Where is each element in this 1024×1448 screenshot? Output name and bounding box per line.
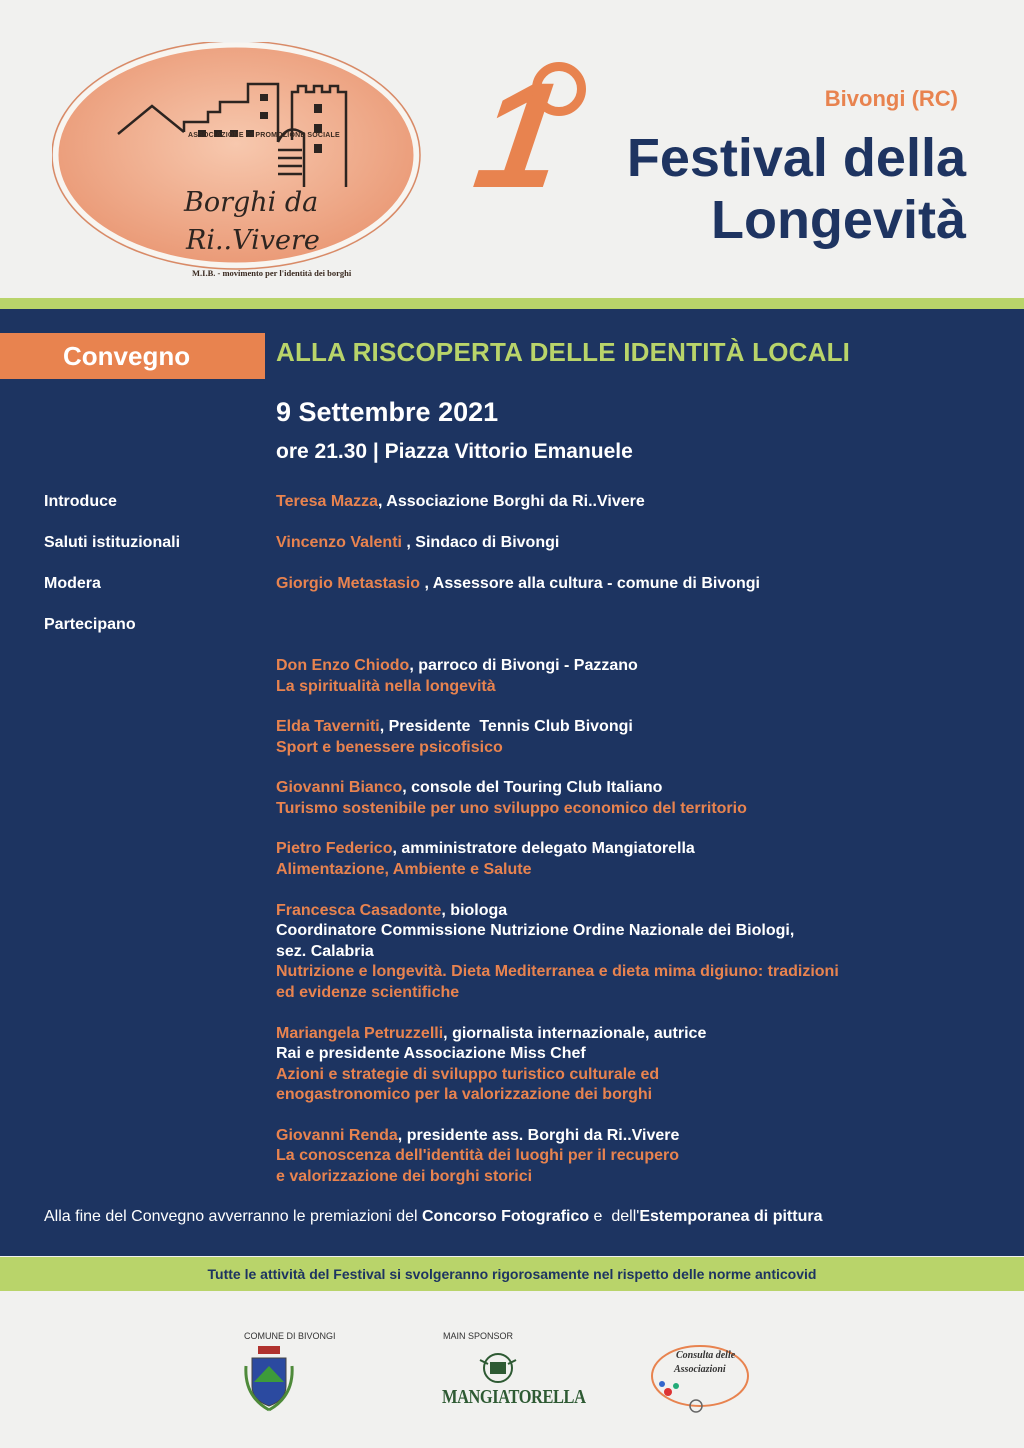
main-sponsor-label: MAIN SPONSOR [443, 1331, 514, 1341]
closing-note [44, 1208, 822, 1226]
main-sponsor-name: MANGIATORELLA [442, 1386, 586, 1408]
event-time-place: ore 21.30 | Piazza Vittorio Emanuele [276, 440, 633, 463]
speaker-6-role-line2: Rai e presidente Associazione Miss Chef [276, 1045, 586, 1062]
festival-title-line2: Longevità [710, 190, 966, 250]
saluti-name: Vincenzo Valenti [276, 534, 402, 551]
speaker-5-role-line3: sez. Calabria [276, 943, 374, 960]
speaker-2-topic: Sport e benessere psicofisico [276, 739, 503, 756]
speaker-6-topic: Azioni e strategie di sviluppo turistico culturale ed [276, 1066, 660, 1083]
ordinal-indicator-icon [532, 62, 586, 116]
role-modera-line [276, 575, 760, 593]
speaker-name: Giovanni Renda [276, 1127, 398, 1144]
speaker-7-topic-line2: e valorizzazione dei borghi storici [276, 1168, 533, 1185]
association-logo [52, 42, 422, 278]
speaker-role: , parroco di Bivongi - Pazzano [409, 657, 638, 674]
mangiatorella-emblem-icon [478, 1350, 518, 1386]
logo-name-line2: Ri..Vivere [186, 225, 320, 256]
speaker-7-topic: La conoscenza dell'identità dei luoghi per il recupero [276, 1147, 679, 1164]
role-saluti-line [276, 534, 559, 552]
top-divider-band [0, 298, 1024, 309]
role-modera-label: Modera [44, 575, 101, 592]
speaker-role: , amministratore delegato Mangiatorella [392, 840, 695, 857]
event-subtitle: ALLA RISCOPERTA DELLE IDENTITÀ LOCALI [276, 337, 851, 367]
speaker-name: Elda Taverniti [276, 718, 380, 735]
speaker-1-topic: La spiritualità nella longevità [276, 678, 496, 695]
program-panel [0, 309, 1024, 1256]
speaker-5-role-line2: Coordinatore Commissione Nutrizione Ordine Nazionale dei Biologi, [276, 922, 795, 939]
moderator-name: Giorgio Metastasio [276, 575, 421, 592]
saluti-detail: , Sindaco di Bivongi [401, 534, 560, 551]
closing-middle: e dell' [589, 1208, 640, 1225]
speaker-3-line [276, 779, 662, 797]
convegno-tag: Convegno [0, 333, 265, 379]
logo-name-line1: Borghi da [184, 187, 319, 218]
speaker-name: Mariangela Petruzzelli [276, 1025, 444, 1042]
role-introduce-label: Introduce [44, 493, 117, 510]
speaker-3-topic: Turismo sostenibile per uno sviluppo economico del territorio [276, 800, 747, 817]
introducer-detail: , Associazione Borghi da Ri..Vivere [377, 493, 645, 510]
speaker-5-line [276, 902, 507, 920]
speaker-7-line [276, 1127, 679, 1145]
introducer-name: Teresa Mazza [276, 493, 378, 510]
festival-title-line1: Festival della [626, 128, 966, 188]
speaker-role: , presidente ass. Borghi da Ri..Vivere [397, 1127, 680, 1144]
speaker-name: Pietro Federico [276, 840, 393, 857]
role-introduce-line [276, 493, 645, 511]
speaker-role: , biologa [441, 902, 508, 919]
edition-number [466, 51, 588, 220]
speaker-name: Francesca Casadonte [276, 902, 442, 919]
closing-photo-contest: Concorso Fotografico [422, 1208, 590, 1225]
event-date: 9 Settembre 2021 [276, 397, 499, 427]
speaker-5-topic-line2: ed evidenze scientifiche [276, 984, 460, 1001]
comune-crest-icon [244, 1346, 294, 1412]
speaker-1-line [276, 657, 638, 675]
role-partecipano-label: Partecipano [44, 616, 136, 633]
speaker-role: , giornalista internazionale, autrice [443, 1025, 707, 1042]
location-label: Bivongi (RC) [824, 86, 958, 111]
comune-label: COMUNE DI BIVONGI [244, 1331, 336, 1341]
logo-small-text: ASSOCIAZIONE DI PROMOZIONE SOCIALE [188, 132, 340, 139]
speaker-2-line [276, 718, 633, 736]
consulta-line2: Associazioni [674, 1364, 726, 1375]
speaker-name: Don Enzo Chiodo [276, 657, 410, 674]
moderator-detail: , Assessore alla cultura - comune di Bivongi [420, 575, 760, 592]
speaker-role: , Presidente Tennis Club Bivongi [379, 718, 633, 735]
closing-prefix: Alla fine del Convegno avverranno le premiazioni del [44, 1208, 422, 1225]
speaker-6-line [276, 1025, 706, 1043]
speaker-5-topic: Nutrizione e longevità. Dieta Mediterranea e dieta mima digiuno: tradizioni [276, 963, 839, 980]
anticovid-notice: Tutte le attività del Festival si svolgeranno rigorosamente nel rispetto delle norme anticovid [0, 1257, 1024, 1291]
speaker-role: , console del Touring Club Italiano [402, 779, 663, 796]
consulta-line1: Consulta delle [676, 1350, 736, 1361]
logo-subtitle: M.I.B. - movimento per l'identità dei borghi [192, 268, 352, 278]
speaker-4-topic: Alimentazione, Ambiente e Salute [276, 861, 532, 878]
role-saluti-label: Saluti istituzionali [44, 534, 181, 551]
speaker-4-line [276, 840, 695, 858]
speaker-name: Giovanni Bianco [276, 779, 403, 796]
closing-painting-contest: Estemporanea di pittura [639, 1208, 823, 1225]
speaker-6-topic-line2: enogastronomico per la valorizzazione dei borghi [276, 1086, 653, 1103]
edition-digit: 1 [466, 51, 574, 219]
